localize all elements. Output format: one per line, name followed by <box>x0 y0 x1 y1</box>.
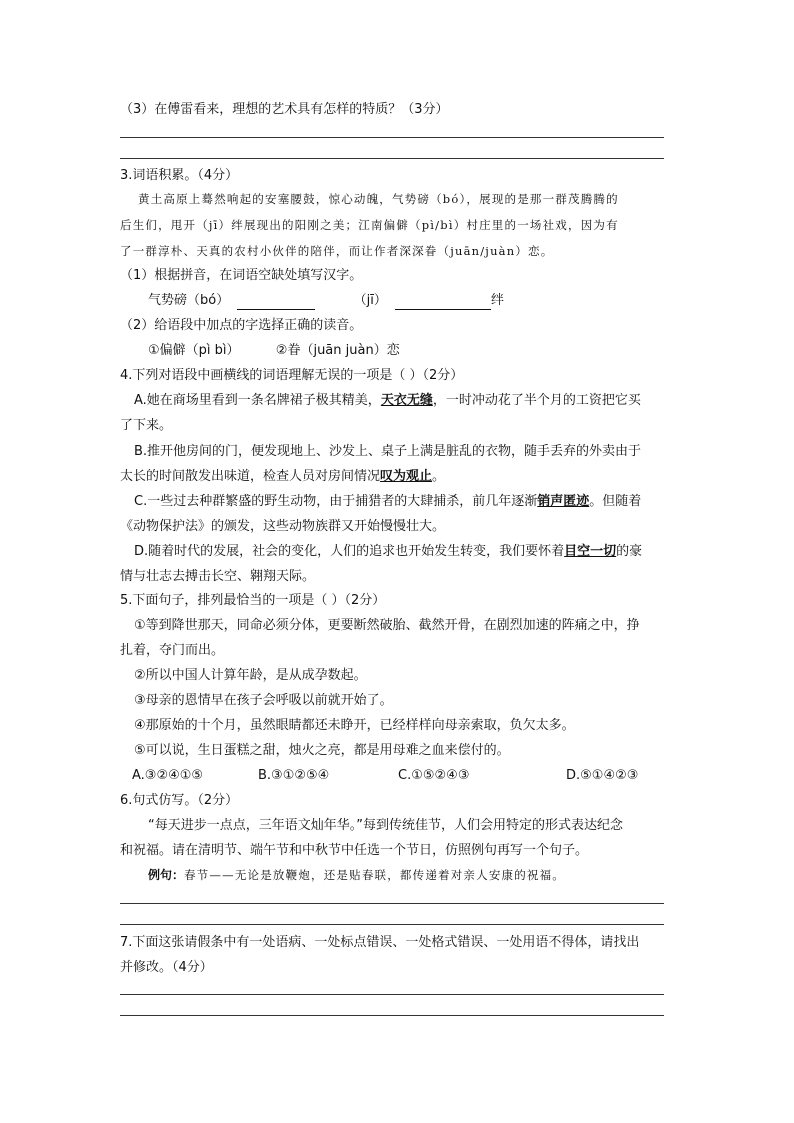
choice-a[interactable]: A.③②④①⑤ <box>132 768 204 783</box>
pronunciation-option-2[interactable]: ②眷（juān juàn）恋 <box>275 343 400 358</box>
option-b-text: 。 <box>432 469 446 484</box>
answer-line[interactable] <box>120 924 664 925</box>
option-c-line[interactable] <box>134 493 641 511</box>
question-6-title: 6.句式仿写。（2分） <box>120 793 239 808</box>
option-d-line-2: 情与壮志去搏击长空、翱翔天际。 <box>120 569 316 584</box>
underlined-term: 销声匿迹 <box>537 494 590 509</box>
choice-c[interactable]: C.①⑤②④③ <box>398 768 470 783</box>
question-6-line: 和祝福。请在清明节、端午节和中秋节中任选一个节日，仿照例句再写一个句子。 <box>120 843 589 858</box>
question-3-sub1: （1）根据拼音，在词语空缺处填写汉字。 <box>120 268 363 283</box>
fill-2-tail: 绊 <box>491 293 505 308</box>
question-7-line: 7.下面这张请假条中有一处语病、一处标点错误、一处格式错误、一处用语不得体，请找出 <box>120 935 640 950</box>
question-3-title: 3.词语积累。（4分） <box>120 168 239 183</box>
example-label: 例句： <box>148 868 185 882</box>
answer-line[interactable] <box>120 994 664 995</box>
pronunciation-option-1[interactable]: ①偏僻（pì bì） <box>148 343 240 358</box>
option-c-line-2: 《动物保护法》的颁发，这些动物族群又开始慢慢壮大。 <box>120 519 446 534</box>
answer-line[interactable] <box>120 903 664 904</box>
option-c-text: 。但随着 <box>589 494 642 509</box>
pronunciation-options <box>148 342 400 360</box>
sentence-5: ⑤可以说，生日蛋糕之甜，烛火之亮，都是用母难之血来偿付的。 <box>134 743 510 758</box>
sentence-4: ④那原始的十个月，虽然眼睛都还未睁开，已经样样向母亲索取，负欠太多。 <box>134 718 575 733</box>
underlined-term: 天衣无缝 <box>380 393 433 408</box>
sentence-3: ③母亲的恩情早在孩子会呼吸以前就开始了。 <box>134 693 393 708</box>
question-4-title: 4.下列对语段中画横线的词语理解无误的一项是（ ）（2分） <box>120 368 464 383</box>
sentence-1: ①等到降世那天，同命必须分体，更要断然破胎、截然开骨，在剧烈加速的阵痛之中，挣 <box>134 618 640 633</box>
option-d-text: 的豪 <box>616 544 643 559</box>
option-c-text: C.一些过去种群繁盛的野生动物，由于捕猎者的大肆捕杀，前几年逐渐 <box>134 494 538 509</box>
example-sentence <box>148 866 565 884</box>
option-a-line[interactable] <box>134 392 641 410</box>
answer-line[interactable] <box>120 1015 664 1016</box>
option-b-text: 太长的时间散发出味道，检查人员对房间情况 <box>120 469 381 484</box>
underlined-term: 叹为观止 <box>380 469 433 484</box>
question-3-sub3: （3）在傅雷看来，理想的艺术具有怎样的特质？（3分） <box>120 102 449 117</box>
fill-1-blank[interactable] <box>237 295 315 310</box>
question-7-line: 并修改。（4分） <box>120 960 213 975</box>
passage-line: 黄土高原上蓦然响起的安塞腰鼓，惊心动魄，气势磅（bó），展现的是那一群茂腾腾的 <box>138 192 619 206</box>
option-a-line-2: 了下来。 <box>120 418 173 433</box>
option-b-line[interactable]: B.推开他房间的门，便发现地上、沙发上、桌子上满是脏乱的衣物，随手丢弃的外卖由于 <box>134 444 642 459</box>
passage-line: 后生们，甩开（jī）绊展现出的阳刚之美；江南偏僻（pì/bì）村庄里的一场社戏，因为有 <box>120 218 619 232</box>
fill-1-label: 气势磅（bó） <box>148 293 230 308</box>
answer-line[interactable] <box>120 137 664 138</box>
example-text: 春节——无论是放鞭炮，还是贴春联，都传递着对亲人安康的祝福。 <box>184 868 566 882</box>
sentence-1-cont: 扎着，夺门而出。 <box>120 643 225 658</box>
passage-line: 了一群淳朴、天真的农村小伙伴的陪伴，而让作者深深眷（juān/juàn）恋。 <box>120 244 554 258</box>
choice-b[interactable]: B.③①②⑤④ <box>258 768 330 783</box>
choice-d[interactable]: D.⑤①④②③ <box>566 768 639 783</box>
option-a-text: ，一时冲动花了半个月的工资把它买 <box>432 393 641 408</box>
sentence-2: ②所以中国人计算年龄，是从成孕数起。 <box>134 668 367 683</box>
fill-2-label: （jī） <box>353 293 387 308</box>
option-d-text: D.随着时代的发展，社会的变化，人们的追求也开始发生转变，我们要怀着 <box>134 544 565 559</box>
question-6-line: “每天进步一点点，三年语文灿年华。”每到传统佳节，人们会用特定的形式表达纪念 <box>148 818 623 833</box>
option-a-text: A.她在商场里看到一条名牌裙子极其精美， <box>134 393 381 408</box>
answer-line[interactable] <box>120 158 664 159</box>
question-5-title: 5.下面句子，排列最恰当的一项是（ ）（2分） <box>120 593 386 608</box>
fill-in-row <box>148 292 504 310</box>
question-3-sub2: （2）给语段中加点的字选择正确的读音。 <box>120 318 363 333</box>
option-b-line-2 <box>120 468 445 486</box>
underlined-term: 目空一切 <box>564 544 617 559</box>
fill-2-blank[interactable] <box>395 295 491 310</box>
option-d-line[interactable] <box>134 543 642 561</box>
